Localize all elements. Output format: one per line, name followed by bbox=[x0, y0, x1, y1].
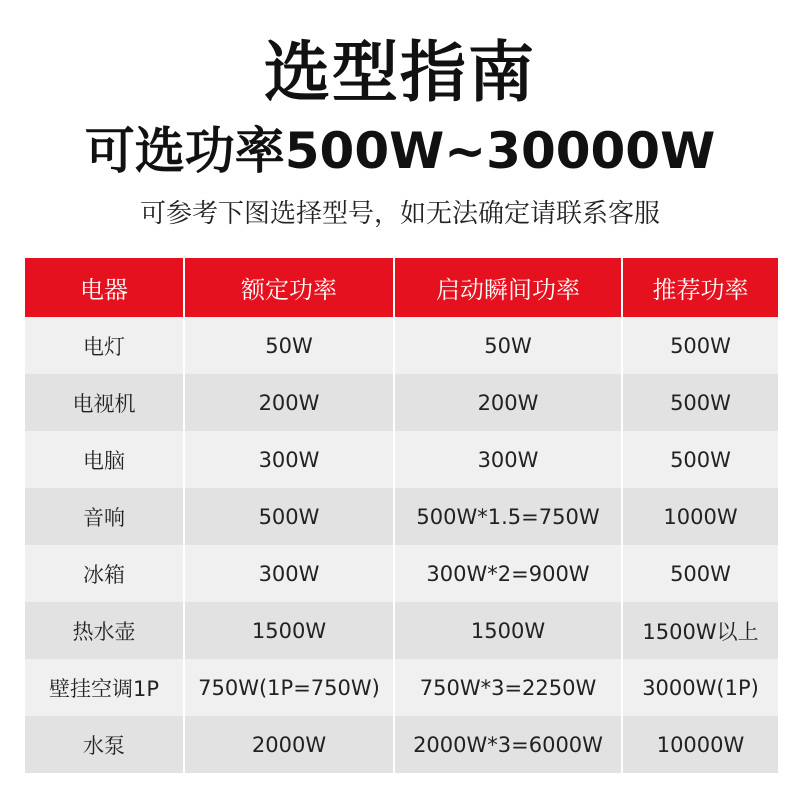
cell-recommended-power: 500W bbox=[622, 545, 778, 602]
table-header-row bbox=[25, 258, 778, 317]
table-row bbox=[25, 602, 778, 659]
selection-hint: 可参考下图选择型号，如无法确定请联系客服 bbox=[139, 199, 660, 229]
cell-rated-power: 300W bbox=[184, 545, 394, 602]
table-row bbox=[25, 431, 778, 488]
cell-appliance: 音响 bbox=[25, 488, 184, 545]
cell-rated-power: 300W bbox=[184, 431, 394, 488]
table-row bbox=[25, 659, 778, 716]
cell-recommended-power: 500W bbox=[622, 317, 778, 374]
cell-appliance: 电灯 bbox=[25, 317, 184, 374]
table-row bbox=[25, 317, 778, 374]
header-appliance: 电器 bbox=[25, 258, 184, 317]
cell-startup-power: 750W*3=2250W bbox=[394, 659, 622, 716]
cell-appliance: 热水壶 bbox=[25, 602, 184, 659]
cell-rated-power: 2000W bbox=[184, 716, 394, 773]
cell-startup-power: 50W bbox=[394, 317, 622, 374]
cell-startup-power: 500W*1.5=750W bbox=[394, 488, 622, 545]
cell-appliance: 冰箱 bbox=[25, 545, 184, 602]
header-startup-power: 启动瞬间功率 bbox=[394, 258, 622, 317]
cell-rated-power: 200W bbox=[184, 374, 394, 431]
header-recommended-power: 推荐功率 bbox=[622, 258, 778, 317]
cell-startup-power: 2000W*3=6000W bbox=[394, 716, 622, 773]
cell-appliance: 壁挂空调1P bbox=[25, 659, 184, 716]
table-row bbox=[25, 488, 778, 545]
cell-rated-power: 50W bbox=[184, 317, 394, 374]
cell-appliance: 水泵 bbox=[25, 716, 184, 773]
cell-startup-power: 300W*2=900W bbox=[394, 545, 622, 602]
cell-rated-power: 500W bbox=[184, 488, 394, 545]
header-rated-power: 额定功率 bbox=[184, 258, 394, 317]
table-row bbox=[25, 545, 778, 602]
cell-appliance: 电视机 bbox=[25, 374, 184, 431]
cell-recommended-power: 1000W bbox=[622, 488, 778, 545]
cell-startup-power: 1500W bbox=[394, 602, 622, 659]
cell-rated-power: 1500W bbox=[184, 602, 394, 659]
cell-recommended-power: 3000W(1P) bbox=[622, 659, 778, 716]
power-range-subtitle: 可选功率500W~30000W bbox=[84, 122, 716, 180]
cell-rated-power: 750W(1P=750W) bbox=[184, 659, 394, 716]
cell-recommended-power: 500W bbox=[622, 431, 778, 488]
cell-recommended-power: 1500W以上 bbox=[622, 602, 778, 659]
table-row bbox=[25, 374, 778, 431]
page-title: 选型指南 bbox=[264, 34, 536, 111]
cell-startup-power: 300W bbox=[394, 431, 622, 488]
cell-appliance: 电脑 bbox=[25, 431, 184, 488]
cell-recommended-power: 10000W bbox=[622, 716, 778, 773]
cell-startup-power: 200W bbox=[394, 374, 622, 431]
cell-recommended-power: 500W bbox=[622, 374, 778, 431]
table-row bbox=[25, 716, 778, 773]
power-selection-table bbox=[25, 258, 778, 773]
